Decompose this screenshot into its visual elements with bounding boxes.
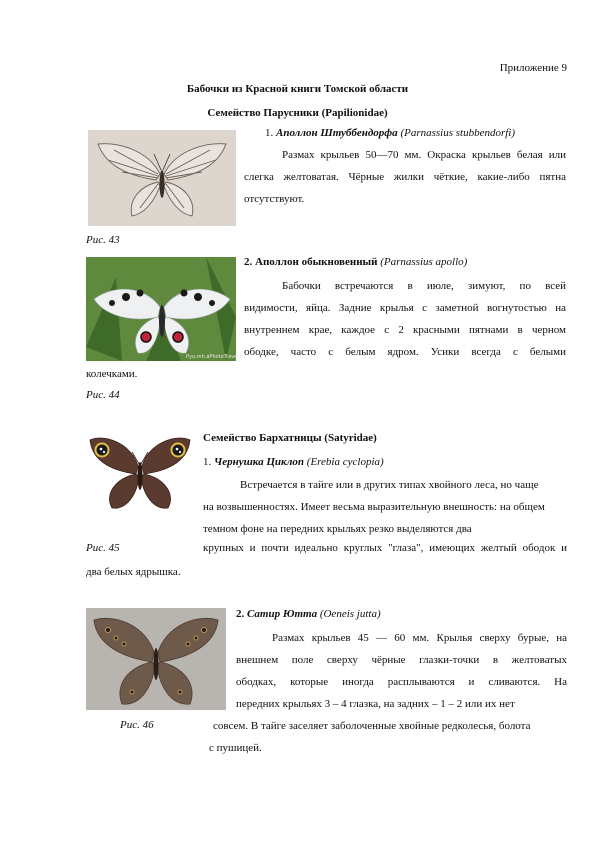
species-text-line: темном фоне на передних крыльях резко выделяются два xyxy=(203,523,472,535)
butterfly-photo-apollo xyxy=(86,257,246,361)
species-number: 1. xyxy=(203,456,214,468)
species-text-line: ободках, которые иногда расплываются и сливаются. На xyxy=(236,676,567,688)
species-text-line: два белых ядрышка. xyxy=(86,566,181,578)
species-heading-1 xyxy=(265,123,515,145)
species-text-line: отсутствуют. xyxy=(244,193,305,205)
species-text-line: с пушицей. xyxy=(209,742,262,754)
species-text-line: ободке, часто с белым ядром. Усики всегда с белыми xyxy=(244,346,566,358)
species-text-line: слегка желтоватая. Чёрные жилки чёткие, какие-либо пятна xyxy=(244,171,566,183)
species-text-line: Размах крыльев 45 — 60 мм. Крылья сверху бурые, на xyxy=(272,632,567,644)
butterfly-photo-jutta xyxy=(86,608,226,710)
species-latin: (Erebia cyclopia) xyxy=(306,456,384,468)
species-heading-2 xyxy=(244,252,467,274)
species-text-line: Встречается в тайге или в других типах хвойного леса, но чаще xyxy=(240,479,539,491)
species-text-line: видимости, яйца. Задние крылья с заметной вогнутостью на xyxy=(244,302,566,314)
species-text-line: Размах крыльев 50—70 мм. Окраска крыльев белая или xyxy=(282,149,566,161)
species-text-line: Бабочки встречаются в июле, зимуют, по всей xyxy=(282,280,566,292)
species-heading-4 xyxy=(236,604,381,626)
family-heading-satyridae: Семейство Бархатницы (Satyridae) xyxy=(203,432,377,444)
species-latin: (Parnassius apollo) xyxy=(380,256,468,268)
species-text-line: внешнем поле сверху чёрные глазки-точки в желтоватых xyxy=(236,654,567,666)
species-text-line: на возвышенностях. Имеет весьма выразительную внешность: на общем xyxy=(203,501,545,513)
species-heading-3 xyxy=(203,452,384,474)
species-text-line: совсем. В тайге заселяет заболоченные хвойные редколесья, болота xyxy=(213,720,531,732)
species-name: Сатир Ютта xyxy=(247,608,318,620)
species-name: Чернушка Циклоп xyxy=(214,456,305,468)
species-latin: (Parnassius stubbendorfi) xyxy=(400,127,516,139)
butterfly-photo-stubbendorfi xyxy=(88,130,236,226)
species-number: 2. xyxy=(236,608,247,620)
figure-caption-45: Рис. 45 xyxy=(86,542,120,554)
photo-watermark: Pyu.mh.aPhotoTravel.ru xyxy=(186,354,246,360)
species-text-line: передних крыльях 3 – 4 глазка, на задних – 1 – 2 или их нет xyxy=(236,698,515,710)
page-title: Бабочки из Красной книги Томской области xyxy=(186,83,409,95)
appendix-label: Приложение 9 xyxy=(499,62,567,74)
butterfly-photo-cyclopia xyxy=(86,432,194,512)
species-name: Аполлон обыкновенный xyxy=(255,256,378,268)
figure-caption-44: Рис. 44 xyxy=(86,389,120,401)
species-latin: (Oeneis jutta) xyxy=(319,608,381,620)
family-heading-papilionidae: Семейство Парусники (Papilionidae) xyxy=(207,107,388,119)
species-text-line: внутреннем крае, каждое с 2 красными пятнами в черном xyxy=(244,324,566,336)
species-text-line: крупных и почти идеально круглых "глаза", имеющих желтый ободок и xyxy=(203,542,567,554)
figure-caption-43: Рис. 43 xyxy=(86,234,120,246)
species-number: 2. xyxy=(244,256,255,268)
figure-caption-46: Рис. 46 xyxy=(120,719,154,731)
species-number: 1. xyxy=(265,127,276,139)
species-name: Аполлон Штуббендорфа xyxy=(276,127,398,139)
species-text-line: колечками. xyxy=(86,368,138,380)
